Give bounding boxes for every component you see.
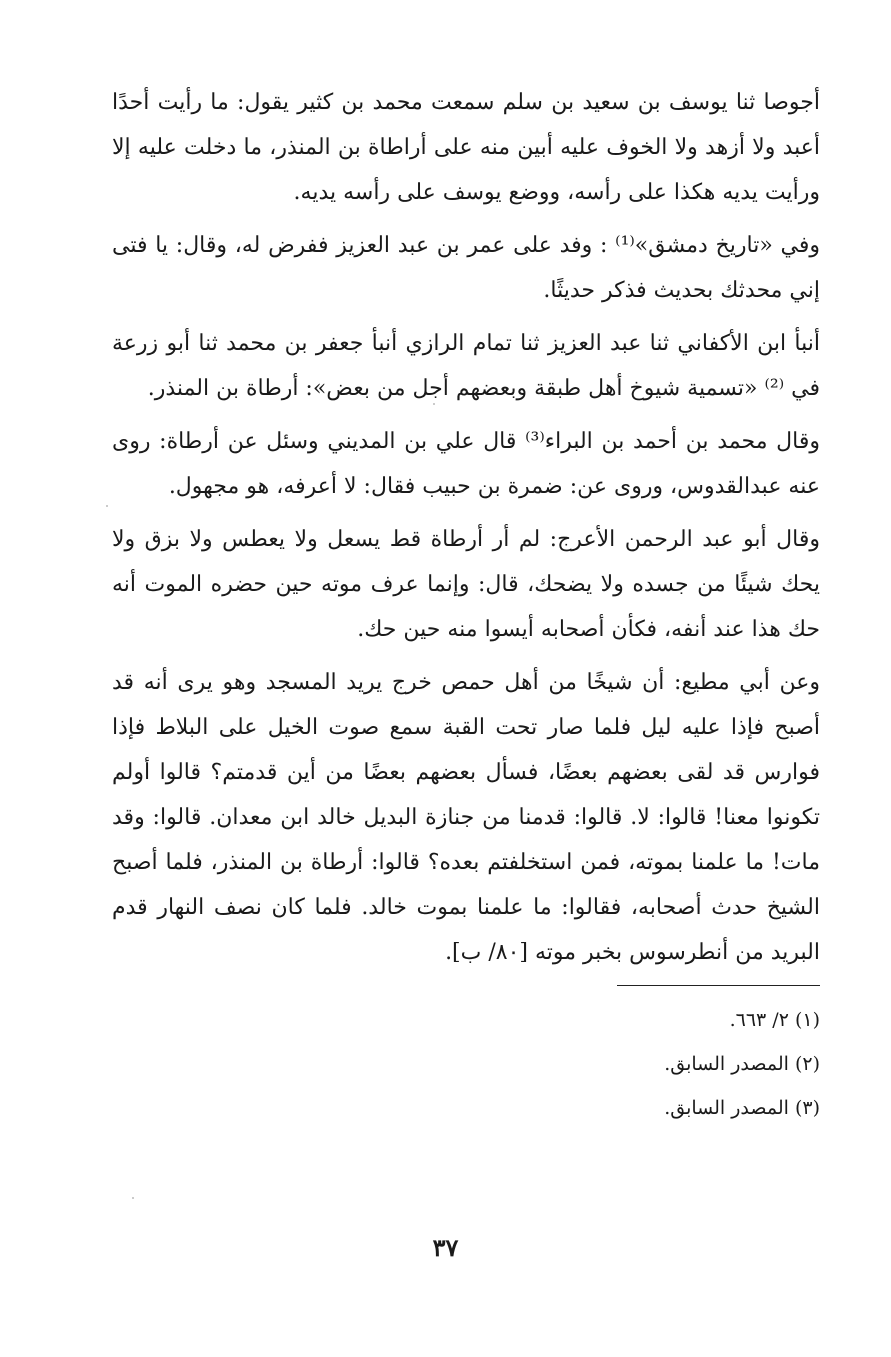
footnote-divider — [617, 985, 820, 986]
footnote-3: (٣) المصدر السابق. — [664, 1097, 820, 1119]
paragraph-1: أجوصا ثنا يوسف بن سعيد بن سلم سمعت محمد بن كثير يقول: ما رأيت أحدًا أعبد ولا أزهد ولا الخوف عليه أبين منه على أراطاة بن المنذر، ما دخلت عليه إلا ورأيت يديه هكذا على رأسه، ووضع يوسف على رأسه يديه. — [112, 90, 821, 205]
scan-speck — [433, 403, 435, 405]
footnote-2: (٢) المصدر السابق. — [664, 1053, 820, 1075]
paragraph-3: أنبأ ابن الأكفاني ثنا عبد العزيز ثنا تمام الرازي أنبأ جعفر بن محمد ثنا أبو زرعة في ⁽²⁾ «تسمية شيوخ أهل طبقة وبعضهم أجل من بعض»: أرطاة بن المنذر. — [112, 331, 820, 401]
paragraph-5: وقال أبو عبد الرحمن الأعرج: لم أر أرطاة قط يسعل ولا يعطس ولا بزق ولا يحك شيئًا من جسده ولا يضحك، قال: وإنما عرف موته حين حضره الموت أنه حك هذا عند أنفه، فكأن أصحابه أيسوا منه حين حك. — [112, 527, 820, 642]
paragraph-6: وعن أبي مطيع: أن شيخًا من أهل حمص خرج يريد المسجد وهو يرى أنه قد أصبح فإذا عليه ليل فلما صار تحت القبة سمع صوت الخيل على البلاط فإذا فوارس قد لقى بعضهم بعضًا، فسأل بعضهم بعضًا من أين قدمتم؟ قالوا أولم تكونوا معنا! قالوا: لا. قالوا: قدمنا من جنازة البديل خالد ابن معدان. قالوا: وقد مات! ما علمنا بموته، فمن استخلفتم بعده؟ قالوا: أرطاة بن المنذر، فلما أصبح الشيخ حدث أصحابه، فقالوا: ما علمنا بموت خالد. فلما كان نصف النهار قدم البريد من أنطرسوس بخبر موته [٨٠/ ب]. — [112, 670, 820, 965]
scan-speck — [106, 505, 108, 507]
scan-speck — [132, 1197, 134, 1199]
page-number: ٣٧ — [432, 1233, 459, 1262]
main-text — [112, 80, 820, 975]
footnote-1: (١) ٢/ ٦٦٣. — [729, 1009, 820, 1031]
paragraph-4: وقال محمد بن أحمد بن البراء⁽³⁾ قال علي بن المديني وسئل عن أرطاة: روى عنه عبدالقدوس، وروى عن: ضمرة بن حبيب فقال: لا أعرفه، هو مجهول. — [112, 429, 821, 499]
footnotes — [400, 998, 820, 1130]
paragraph-2: وفي «تاريخ دمشق»⁽¹⁾ : وفد على عمر بن عبد العزيز ففرض له، وقال: يا فتى إني محدثك بحديث فذكر حديثًا. — [112, 233, 820, 303]
